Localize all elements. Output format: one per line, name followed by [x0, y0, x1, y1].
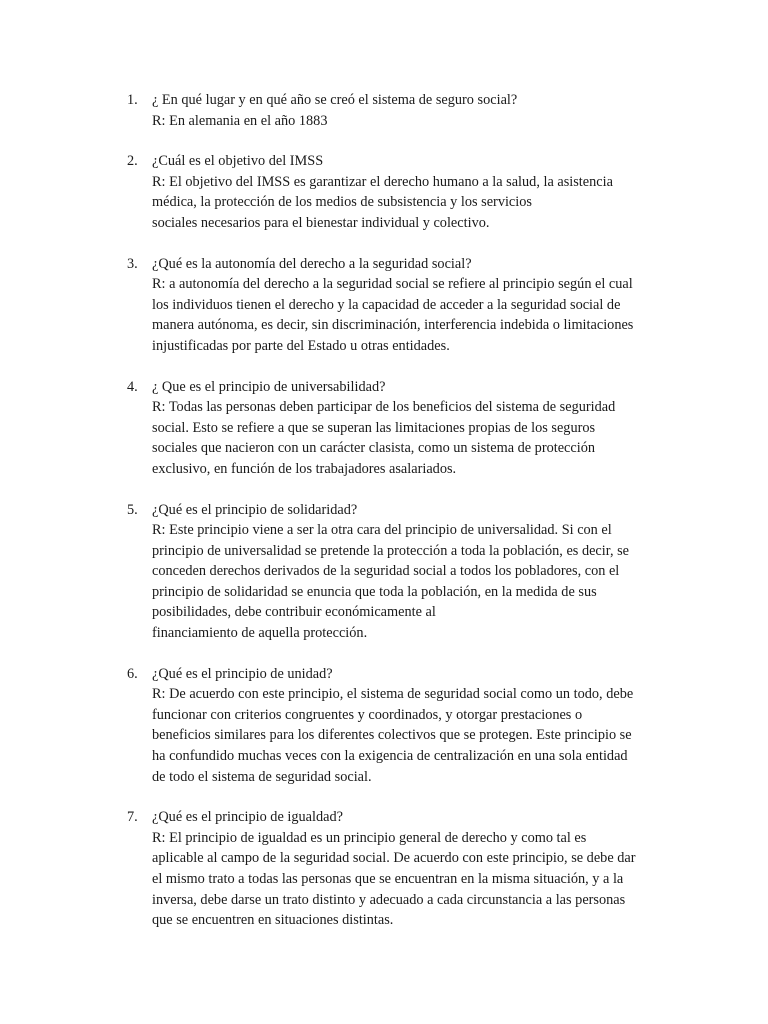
answer-text: aplicable al campo de la seguridad social. De acuerdo con este principio, se debe dar — [152, 850, 636, 867]
list-item — [127, 254, 647, 357]
item-number: 2. — [127, 153, 138, 170]
answer-text: funcionar con criterios congruentes y coordinados, y otorgar prestaciones o — [152, 706, 583, 723]
answer-text: R: Todas las personas deben participar de los beneficios del sistema de seguridad — [152, 399, 616, 416]
item-number: 7. — [127, 809, 138, 826]
answer-text: R: a autonomía del derecho a la seguridad social se refiere al principio según el cual — [152, 276, 633, 293]
answer-text: social. Esto se refiere a que se superan las limitaciones propias de los seguros — [152, 419, 596, 436]
answer-text: injustificadas por parte del Estado u otras entidades. — [152, 337, 450, 354]
answer-text: exclusivo, en función de los trabajadores asalariados. — [152, 460, 457, 477]
list-item — [127, 377, 647, 480]
answer-text: los individuos tienen el derecho y la capacidad de acceder a la seguridad social de — [152, 296, 621, 313]
answer-text: inversa, debe darse un trato distinto y adecuado a cada circunstancia a las personas — [152, 891, 626, 908]
item-number: 5. — [127, 501, 138, 518]
answer-text: R: Este principio viene a ser la otra cara del principio de universalidad. Si con el — [152, 522, 612, 539]
list-item — [127, 500, 647, 644]
question-text: ¿Qué es el principio de igualdad? — [152, 809, 343, 826]
answer-text: R: De acuerdo con este principio, el sistema de seguridad social como un todo, debe — [152, 686, 634, 703]
answer-text: ha confundido muchas veces con la exigencia de centralización en una sola entidad — [152, 748, 628, 765]
answer-text: principio de universalidad se pretende la protección a toda la población, es decir, se — [152, 542, 629, 559]
answer-text: beneficios similares para los diferentes colectivos que se protegen. Este principio se — [152, 727, 632, 744]
answer-text: R: El principio de igualdad es un principio general de derecho y como tal es — [152, 829, 587, 846]
answer-text: R: En alemania en el año 1883 — [152, 112, 328, 129]
list-item — [127, 151, 647, 233]
question-text: ¿ En qué lugar y en qué año se creó el sistema de seguro social? — [152, 92, 518, 108]
question-text: ¿Qué es la autonomía del derecho a la seguridad social? — [152, 255, 472, 272]
answer-text: financiamiento de aquella protección. — [152, 625, 368, 642]
question-answer-list — [127, 90, 647, 931]
answer-text: posibilidades, debe contribuir económicamente al — [152, 604, 436, 621]
answer-text: sociales que nacieron con un carácter clasista, como un sistema de protección — [152, 440, 596, 457]
answer-text: que se encuentren en situaciones distintas. — [152, 912, 394, 929]
question-text: ¿Qué es el principio de solidaridad? — [152, 501, 358, 518]
answer-text: manera autónoma, es decir, sin discriminación, interferencia indebida o limitaciones — [152, 317, 634, 334]
question-text: ¿Qué es el principio de unidad? — [152, 665, 333, 682]
answer-text: sociales necesarios para el bienestar individual y colectivo. — [152, 214, 490, 231]
list-item — [127, 90, 647, 131]
answer-text: R: El objetivo del IMSS es garantizar el derecho humano a la salud, la asistencia — [152, 173, 613, 190]
item-number: 4. — [127, 378, 138, 395]
answer-text: conceden derechos derivados de la seguridad social a todos los pobladores, con el — [152, 563, 620, 580]
item-number: 6. — [127, 665, 138, 682]
answer-text: principio de solidaridad se enuncia que toda la población, en la medida de sus — [152, 583, 597, 600]
item-number: 1. — [127, 92, 138, 108]
list-item — [127, 664, 647, 788]
question-text: ¿Cuál es el objetivo del IMSS — [152, 153, 324, 170]
answer-text: el mismo trato a todas las personas que se encuentran en la misma situación, y a la — [152, 871, 624, 887]
item-number: 3. — [127, 255, 138, 272]
answer-text: de todo el sistema de seguridad social. — [152, 768, 372, 785]
answer-text: médica, la protección de los medios de subsistencia y los servicios — [152, 194, 532, 211]
question-text: ¿ Que es el principio de universabilidad? — [152, 378, 386, 395]
list-item — [127, 807, 647, 931]
